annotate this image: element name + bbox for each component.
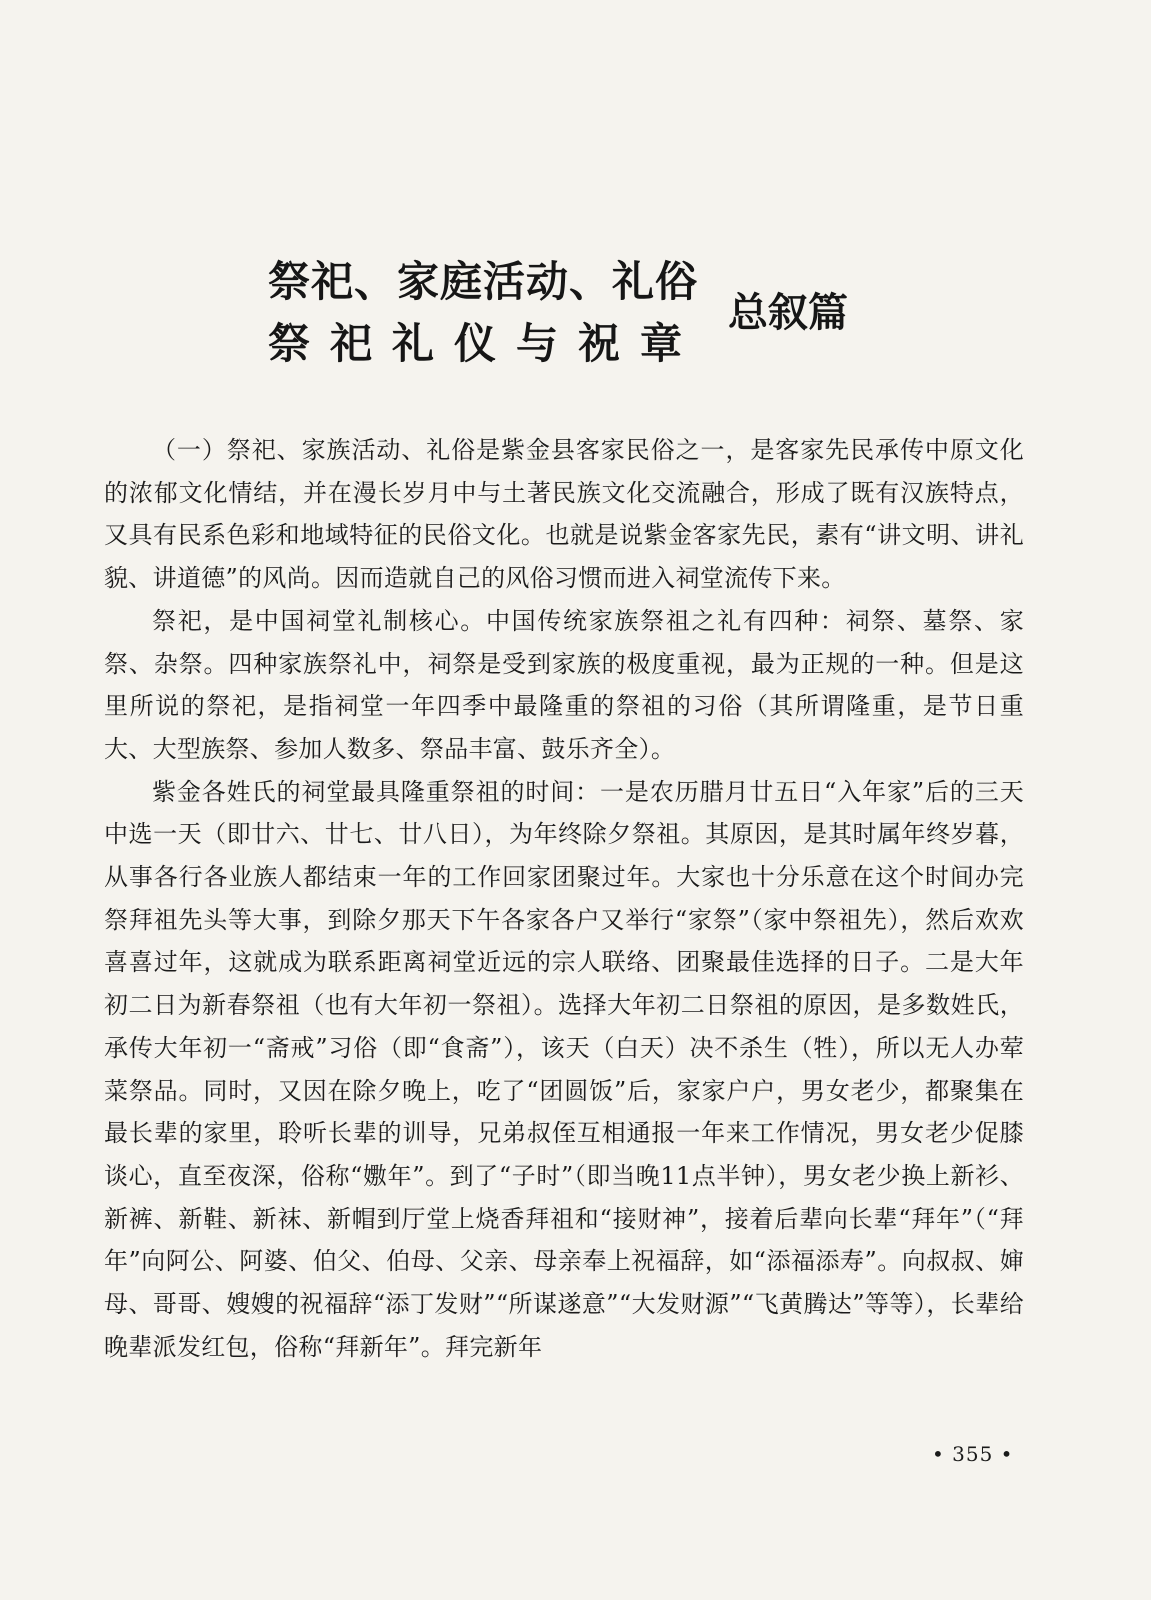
paragraph-timing: 紫金各姓氏的祠堂最具隆重祭祖的时间：一是农历腊月廿五日“入年家”后的三天中选一天（即廿六、廿七、廿八日），为年终除夕祭祖。其原因，是其时属年终岁暮，从事各行各业族人都结束一年的工作回家团聚过年。大家也十分乐意在这个时间办完祭拜祖先头等大事，到除夕那天下午各家各户又举行“家祭”（家中祭祖先），然后欢欢喜喜过年，这就成为联系距离祠堂近远的宗人联络、团聚最佳选择的日子。二是大年初二日为新春祭祖（也有大年初一祭祖）。选择大年初二日祭祖的原因，是多数姓氏，承传大年初一“斋戒”习俗（即“食斋”），该天（白天）决不杀生（牲），所以无人办荤菜祭品。同时，又因在除夕晚上，吃了“团圆饭”后，家家户户，男女老少，都聚集在最长辈的家里，聆听长辈的训导，兄弟叔侄互相通报一年来工作情况，男女老少促膝谈心，直至夜深，俗称“嫐年”。到了“子时”（即当晚11点半钟），男女老少换上新衫、新裤、新鞋、新袜、新帽到厅堂上烧香拜祖和“接财神”，接着后辈向长辈“拜年”（“拜年”向阿公、阿婆、伯父、伯母、父亲、母亲奉上祝福辞，如“添福添寿”。向叔叔、婶母、哥哥、嫂嫂的祝福辞“添丁发财”“所谋遂意”“大发财源”“飞黄腾达”等等），长辈给晚辈派发红包，俗称“拜新年”。拜完新年 [104, 777, 1024, 1361]
section-label: 总叙篇 [728, 290, 848, 336]
page-number: • 355 • [932, 1442, 1014, 1466]
paragraph-intro: （一）祭祀、家族活动、礼俗是紫金县客家民俗之一，是客家先民承传中原文化的浓郁文化情结，并在漫长岁月中与土著民族文化交流融合，形成了既有汉族特点，又具有民系色彩和地域特征的民俗文化。也就是说紫金客家先民，素有“讲文明、讲礼貌、讲道德”的风尚。因而造就自己的风俗习惯而进入祠堂流传下来。 [104, 436, 1024, 593]
paragraph-definition: 祭祀，是中国祠堂礼制核心。中国传统家族祭祖之礼有四种：祠祭、墓祭、家祭、杂祭。四种家族祭礼中，祠祭是受到家族的极度重视，最为正规的一种。但是这里所说的祭祀，是指祠堂一年四季中最隆重的祭祖的习俗（其所谓隆重，是节日重大、大型族祭、参加人数多、祭品丰富、鼓乐齐全）。 [104, 606, 1024, 763]
chapter-title-line-2: 祭祀礼仪与祝章 [268, 319, 703, 368]
body-text [104, 429, 1024, 1368]
chapter-title-line-1: 祭祀、家庭活动、礼俗 [268, 257, 699, 306]
